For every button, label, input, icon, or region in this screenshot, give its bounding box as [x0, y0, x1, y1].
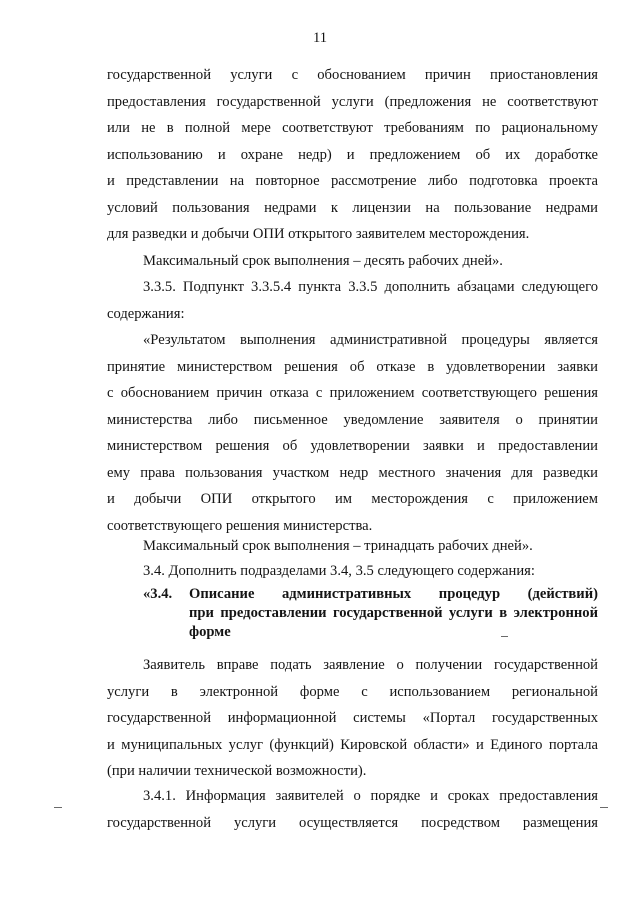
text-line: использованию и охране недр) и предложением об их доработке — [107, 146, 598, 163]
text-line: предоставления государственной услуги (предложения не соответствуют — [107, 93, 598, 110]
text-line: государственной информационной системы «Портал государственных — [107, 710, 598, 726]
page-number: 11 — [312, 30, 328, 46]
text-line: и представлении на повторное рассмотрение либо подготовка проекта — [107, 173, 598, 189]
paragraph-result — [107, 327, 598, 539]
text-line: Максимальный срок выполнения – десять рабочих дней». — [143, 253, 503, 269]
text-line: услуги в электронной форме с использованием региональной — [107, 683, 598, 700]
text-line: (при наличии технической возможности). — [107, 763, 367, 779]
text-line: 3.3.5. Подпункт 3.3.5.4 пункта 3.3.5 дополнить абзацами следующего — [143, 279, 598, 295]
paragraph-deadline-1 — [107, 248, 598, 275]
text-line: и добычи ОПИ открытого им месторождения с приложением — [107, 491, 598, 507]
paragraph-3-4 — [107, 558, 598, 585]
text-line: 3.4.1. Информация заявителей о порядке и сроках предоставления — [143, 788, 598, 804]
paragraph-continuation — [107, 62, 598, 248]
text-line: для разведки и добычи ОПИ открытого заявителем месторождения. — [107, 226, 530, 242]
text-line: содержания: — [107, 305, 185, 322]
text-line: 3.4. Дополнить подразделами 3.4, 3.5 следующего содержания: — [143, 563, 535, 579]
paragraph-3-4-1 — [107, 783, 598, 836]
text-line: государственной услуги осуществляется посредством размещения — [107, 814, 598, 831]
heading-line: форме — [189, 624, 231, 640]
heading-line: при предоставлении государственной услуги в электронной — [189, 605, 598, 621]
text-line: с обоснованием причин отказа с приложением соответствующего решения — [107, 385, 598, 401]
scan-mark — [54, 807, 62, 808]
text-line: и муниципальных услуг (функций) Кировской области» и Единого портала — [107, 736, 598, 753]
section-number: «3.4. — [143, 586, 173, 602]
text-line: Заявитель вправе подать заявление о получении государственной — [143, 657, 598, 673]
heading-line: Описание административных процедур (действий) — [189, 586, 598, 602]
text-line: министерством решения об удовлетворении заявки и предоставлении — [107, 438, 598, 454]
text-line: министерства либо письменное уведомление заявителя о принятии — [107, 411, 598, 428]
scan-mark — [501, 636, 508, 637]
text-line: ему права пользования участком недр местного значения для разведки — [107, 464, 598, 481]
text-line: или не в полной мере соответствуют требованиям по рациональному — [107, 120, 598, 136]
scan-mark — [600, 807, 608, 808]
text-line: «Результатом выполнения административной процедуры является — [143, 332, 598, 348]
paragraph-3-3-5 — [107, 274, 598, 327]
text-line: принятие министерством решения об отказе в удовлетворении заявки — [107, 358, 598, 375]
text-line: Максимальный срок выполнения – тринадцать рабочих дней». — [143, 538, 533, 554]
text-line: условий пользования недрами к лицензии на пользование недрами — [107, 199, 598, 216]
text-line: соответствующего решения министерства. — [107, 517, 373, 534]
paragraph-applicant — [107, 652, 598, 785]
text-line: государственной услуги с обоснованием причин приостановления — [107, 67, 598, 83]
paragraph-deadline-2 — [107, 533, 598, 560]
